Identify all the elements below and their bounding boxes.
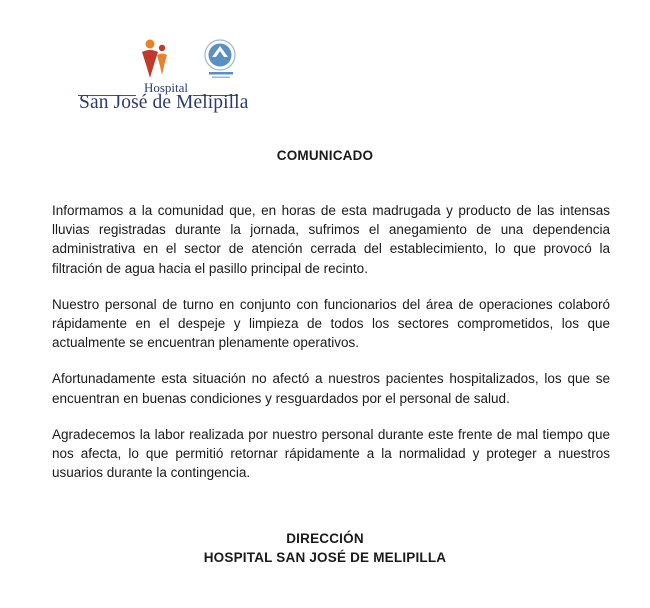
paragraph-3: Afortunadamente esta situación no afectó a nuestros pacientes hospitalizados, los que se encuentran en buenas condiciones y resguardados por el personal de salud.: [52, 371, 610, 406]
document-body: [52, 201, 610, 499]
logo-hospital-text: Hospital: [143, 80, 189, 95]
signature-block: [0, 529, 650, 567]
paragraph-2: Nuestro personal de turno en conjunto con funcionarios del área de operaciones colaboró rápidamente en el despeje y limpieza de todos los sectores comprometidos, los que actualmente se encuentran plenamente operativos.: [52, 296, 610, 351]
hospital-emblem-icon: [138, 38, 248, 83]
paragraph-4: Agradecemos la labor realizada por nuestro personal durante este frente de mal tiempo que nos afecta, lo que permitió retornar rápidamente a la normalidad y proteger a nuestros usuarios durante la contingencia.: [52, 426, 610, 481]
people-emblem-icon: [142, 40, 167, 79]
document-heading: COMUNICADO: [276, 148, 374, 163]
health-service-seal-icon: [205, 40, 235, 78]
signature-department: DIRECCIÓN: [286, 531, 364, 546]
paragraph-1: Informamos a la comunidad que, en horas de esta madrugada y producto de las intensas lluvias registradas durante la jornada, sufrimos el anegamiento de una dependencia administrativa en el sector de atención cerrada del establecimiento, lo que provocó la filtración de agua hacia el pasillo principal de recinto.: [52, 203, 610, 276]
hospital-logo: [78, 38, 249, 113]
logo-hospital-name: San José de Melipilla: [79, 92, 249, 113]
signature-institution: HOSPITAL SAN JOSÉ DE MELIPILLA: [203, 550, 447, 565]
